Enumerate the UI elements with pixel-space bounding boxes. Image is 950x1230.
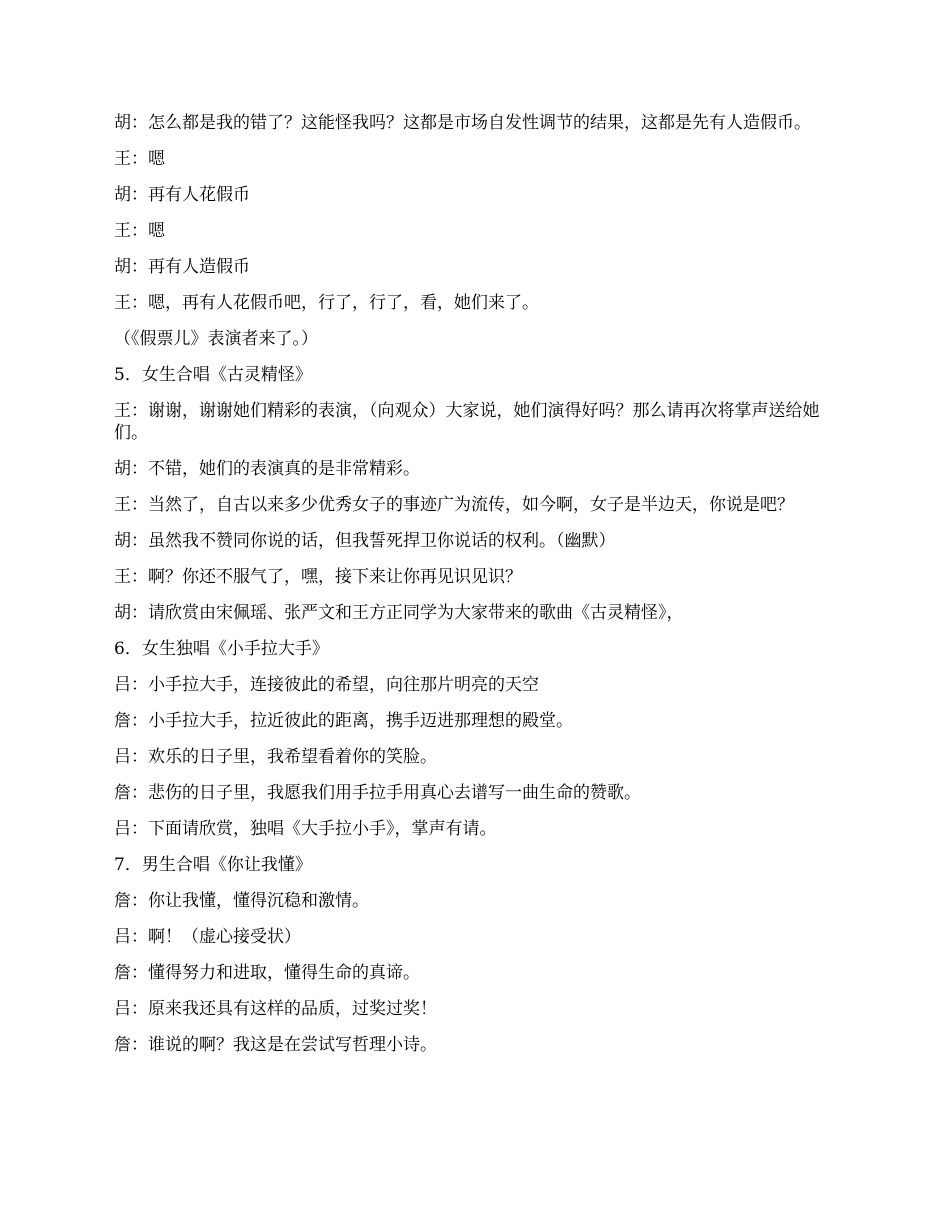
section-heading: 7．男生合唱《你让我懂》: [114, 855, 312, 875]
paragraph: 吕：欢乐的日子里，我希望看着你的笑脸。: [114, 747, 437, 767]
paragraph: 吕：小手拉大手，连接彼此的希望，向往那片明亮的天空: [114, 675, 539, 695]
paragraph: 詹：你让我懂，懂得沉稳和激情。: [114, 891, 369, 911]
paragraph: 詹：小手拉大手，拉近彼此的距离，携手迈进那理想的殿堂。: [114, 711, 573, 731]
paragraph: 吕：啊！（虚心接受状）: [114, 927, 301, 947]
paragraph: 吕：原来我还具有这样的品质，过奖过奖！: [114, 999, 437, 1019]
stage-direction: （《假票儿》表演者来了。）: [114, 329, 318, 349]
paragraph: 吕：下面请欣赏，独唱《大手拉小手》，掌声有请。: [114, 819, 497, 839]
paragraph: 胡：不错，她们的表演真的是非常精彩。: [114, 459, 420, 479]
paragraph: 胡：再有人造假币: [114, 257, 250, 277]
section-heading: 5．女生合唱《古灵精怪》: [114, 365, 312, 385]
paragraph: 胡：虽然我不赞同你说的话，但我誓死捍卫你说话的权利。（幽默）: [114, 531, 616, 551]
paragraph: 詹：谁说的啊？我这是在尝试写哲理小诗。: [114, 1035, 437, 1055]
paragraph: 詹：懂得努力和进取，懂得生命的真谛。: [114, 963, 420, 983]
section-heading: 6．女生独唱《小手拉大手》: [114, 639, 329, 659]
paragraph: 胡：怎么都是我的错了？这能怪我吗？这都是市场自发性调节的结果，这都是先有人造假币。: [114, 113, 811, 133]
paragraph: 王：嗯: [114, 149, 165, 169]
paragraph: 胡：请欣赏由宋佩瑶、张严文和王方正同学为大家带来的歌曲《古灵精怪》，: [114, 603, 684, 623]
paragraph: 詹：悲伤的日子里，我愿我们用手拉手用真心去谱写一曲生命的赞歌。: [114, 783, 641, 803]
paragraph: 王：嗯: [114, 221, 165, 241]
document-body: [114, 112, 844, 1070]
paragraph: 王：啊？你还不服气了，嘿，接下来让你再见识见识？: [114, 567, 522, 587]
paragraph: 胡：再有人花假币: [114, 185, 250, 205]
paragraph: 王：嗯，再有人花假币吧，行了，行了，看，她们来了。: [114, 293, 539, 313]
paragraph: 王：谢谢，谢谢她们精彩的表演，（向观众）大家说，她们演得好吗？那么请再次将掌声送给她们。: [114, 401, 820, 443]
paragraph: 王：当然了，自古以来多少优秀女子的事迹广为流传，如今啊，女子是半边天，你说是吧？: [114, 495, 794, 515]
